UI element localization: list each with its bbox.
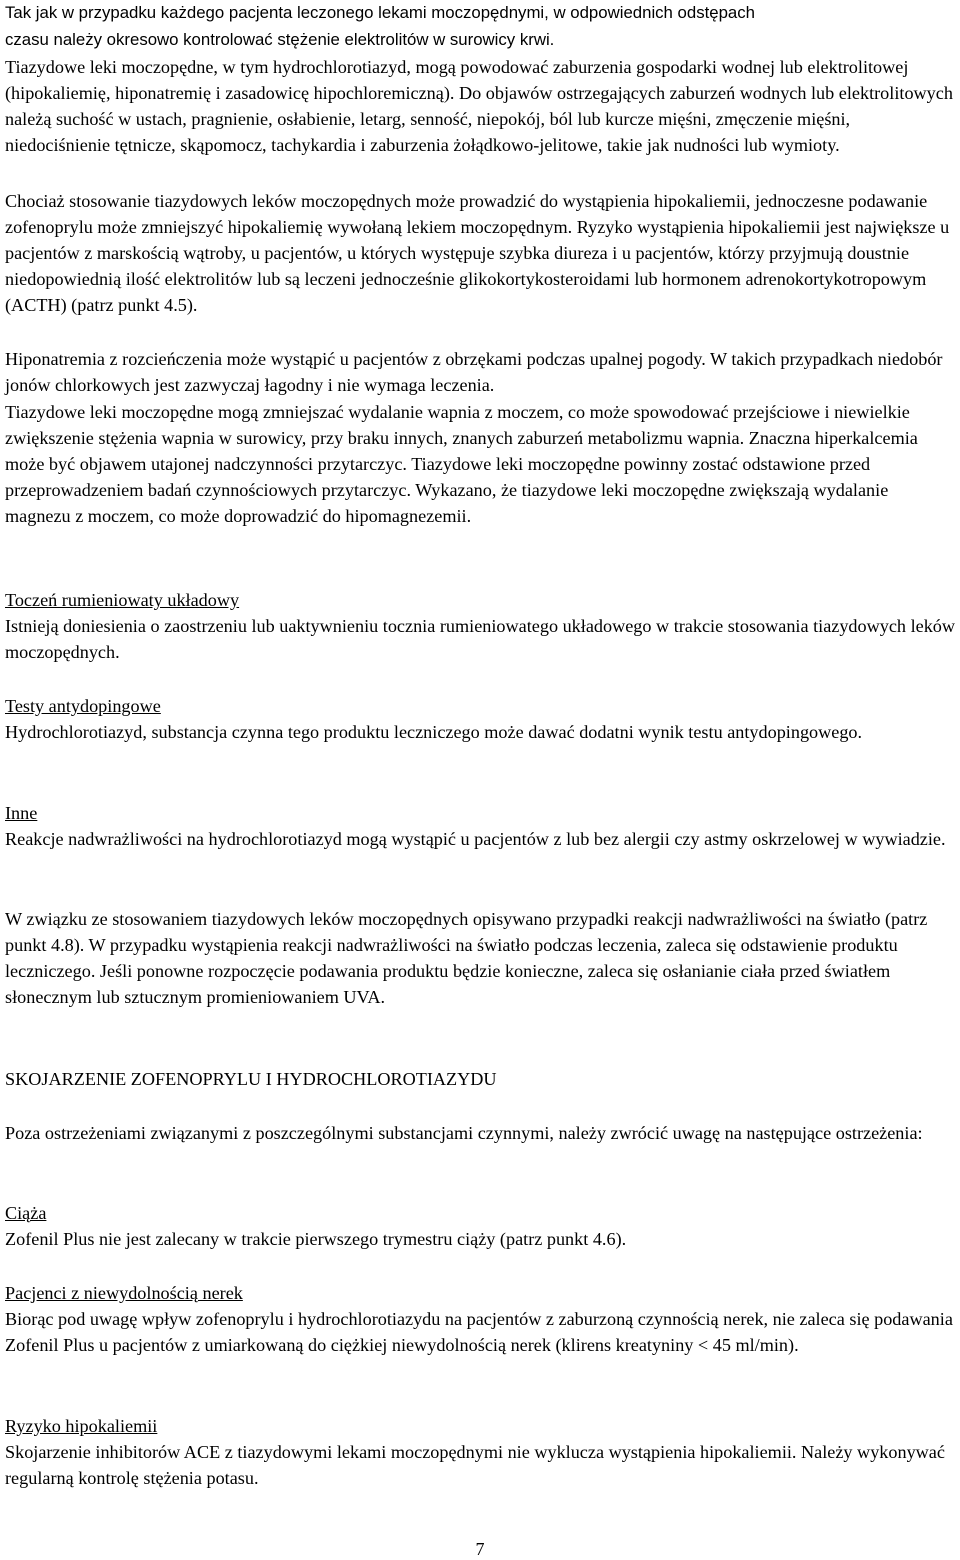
heading-lupus: Toczeń rumieniowaty układowy: [5, 590, 240, 610]
text-combination: Poza ostrzeżeniami związanymi z poszczególnymi substancjami czynnymi, należy zwrócić uwagę na następujące ostrzeżenia:: [5, 1123, 923, 1143]
text-other-2: W związku ze stosowaniem tiazydowych leków moczopędnych opisywano przypadki reakcji nadwrażliwości na światło (patrz punkt 4.8). W przypadku wystąpienia reakcji nadwrażliwości na światło podczas leczenia, zaleca się odstawienie produktu leczniczego. Jeśli ponowne rozpoczęcie podawania produktu będzie konieczne, zaleca się osłanianie ciała przed światłem słonecznym lub sztucznym promieniowaniem UVA.: [5, 909, 928, 1007]
heading-combination: SKOJARZENIE ZOFENOPRYLU I HYDROCHLOROTIAZYDU: [5, 1069, 497, 1089]
paragraph-calcium: Tiazydowe leki moczopędne mogą zmniejszać wydalanie wapnia z moczem, co może spowodować przejściowe i niewielkie zwiększenie stężenia wapnia w surowicy, przy braku innych, znanych zaburzeń metabolizmu wapnia. Znaczna hiperkalcemia może być objawem utajonej nadczynności przytarczyc. Tiazydowe leki moczopędne powinny zostać odstawione przed przeprowadzeniem badań czynnościowych przytarczyc. Wykazano, że tiazydowe leki moczopędne zwiększają wydalanie magnezu z moczem, co może doprowadzić do hipomagnezemii.: [5, 402, 918, 526]
page-number: 7: [475, 1539, 485, 1559]
heading-hypokalemia-risk: Ryzyko hipokaliemii: [5, 1416, 158, 1436]
intro-line-2: czasu należy okresowo kontrolować stężenie elektrolitów w surowicy krwi.: [5, 30, 555, 49]
text-lupus: Istnieją doniesienia o zaostrzeniu lub uaktywnieniu tocznia rumieniowatego układowego w trakcie stosowania tiazydowych leków moczopędnych.: [5, 616, 956, 662]
paragraph-electrolytes: Tiazydowe leki moczopędne, w tym hydrochlorotiazyd, mogą powodować zaburzenia gospodarki wodnej lub elektrolitowej (hipokaliemię, hiponatremię i zasadowicę hipochloremiczną). Do objawów ostrzegających zaburzeń wodnych lub elektrolitowych należą suchość w ustach, pragnienie, osłabienie, letarg, senność, niepokój, ból lub kurcze mięśni, zmęczenie mięśni, niedociśnienie tętnicze, skąpomocz, tachykardia i zaburzenia żołądkowo-jelitowe, takie jak nudności lub wymioty.: [5, 57, 953, 155]
text-pregnancy: Zofenil Plus nie jest zalecany w trakcie pierwszego trymestru ciąży (patrz punkt 4.6).: [5, 1229, 627, 1249]
text-other: Reakcje nadwrażliwości na hydrochlorotiazyd mogą wystąpić u pacjentów z lub bez alergii czy astmy oskrzelowej w wywiadzie.: [5, 829, 946, 849]
heading-pregnancy: Ciąża: [5, 1203, 47, 1223]
text-renal: Biorąc pod uwagę wpływ zofenoprylu i hydrochlorotiazydu na pacjentów z zaburzoną czynnością nerek, nie zaleca się podawania Zofenil Plus u pacjentów z umiarkowaną do ciężkiej niewydolnością nerek (klirens kreatyniny < 45 ml/min).: [5, 1309, 953, 1355]
paragraph-hyponatremia: Hiponatremia z rozcieńczenia może wystąpić u pacjentów z obrzękami podczas upalnej pogody. W takich przypadkach niedobór jonów chlorkowych jest zazwyczaj łagodny i nie wymaga leczenia.: [5, 349, 943, 395]
intro-line-1: Tak jak w przypadku każdego pacjenta leczonego lekami moczopędnymi, w odpowiednich odstępach: [5, 3, 755, 22]
text-doping: Hydrochlorotiazyd, substancja czynna tego produktu leczniczego może dawać dodatni wynik testu antydopingowego.: [5, 722, 863, 742]
heading-doping: Testy antydopingowe: [5, 696, 161, 716]
paragraph-hypokalemia: Chociaż stosowanie tiazydowych leków moczopędnych może prowadzić do wystąpienia hipokaliemii, jednoczesne podawanie zofenoprylu może zmniejszyć hipokaliemię wywołaną lekiem moczopędnym. Ryzyko wystąpienia hipokaliemii jest największe u pacjentów z marskością wątroby, u pacjentów, u których występuje szybka diureza i u pacjentów, którzy przyjmują doustnie niedopowiednią ilość elektrolitów lub są leczeni jednocześnie glikokortykosteroidami lub hormonem adrenokortykotropowym (ACTH) (patrz punkt 4.5).: [5, 191, 950, 315]
heading-other: Inne: [5, 803, 38, 823]
heading-renal: Pacjenci z niewydolnością nerek: [5, 1283, 243, 1303]
text-hypokalemia-risk: Skojarzenie inhibitorów ACE z tiazydowymi lekami moczopędnymi nie wyklucza wystąpienia hipokaliemii. Należy wykonywać regularną kontrolę stężenia potasu.: [5, 1442, 945, 1488]
